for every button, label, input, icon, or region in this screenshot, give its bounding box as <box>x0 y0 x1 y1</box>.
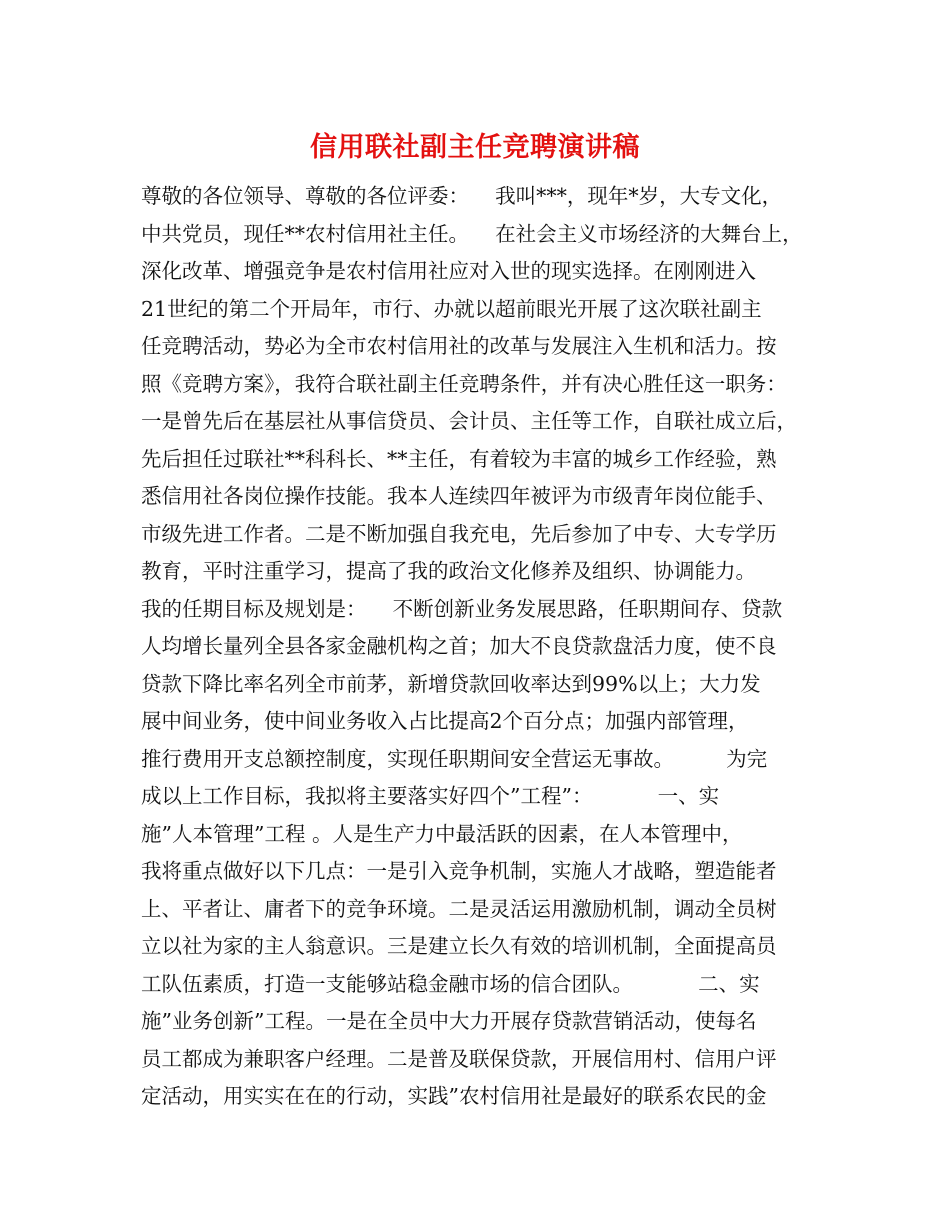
body-line: 市级先进工作者。二是不断加强自我充电，先后参加了中专、大专学历 <box>141 521 777 546</box>
body-line: 上、平者让、庸者下的竞争环境。二是灵活运用激励机制，调动全员树 <box>141 896 777 921</box>
body-line: 工队伍素质，打造一支能够站稳金融市场的信合团队。 二、实 <box>141 971 760 996</box>
body-line: 施”人本管理”工程 。人是生产力中最活跃的因素，在人本管理中， <box>141 821 743 846</box>
document-body <box>141 178 821 1116</box>
body-line: 悉信用社各岗位操作技能。我本人连续四年被评为市级青年岗位能手、 <box>141 484 777 508</box>
body-line: 先后担任过联社**科科长、**主任，有着较为丰富的城乡工作经验，熟 <box>141 446 777 471</box>
body-line: 员工都成为兼职客户经理。二是普及联保贷款，开展信用村、信用户评 <box>141 1046 777 1071</box>
body-line: 21世纪的第二个开局年，市行、办就以超前眼光开展了这次联社副主 <box>141 296 762 321</box>
body-line: 展中间业务，使中间业务收入占比提高2个百分点；加强内部管理， <box>141 709 749 733</box>
body-line: 尊敬的各位领导、尊敬的各位评委： 我叫***，现年*岁，大专文化， <box>141 184 783 208</box>
body-line: 教育，平时注重学习，提高了我的政治文化修养及组织、协调能力。 <box>141 559 756 583</box>
body-line: 我的任期目标及规划是： 不断创新业务发展思路，任职期间存、贷款 <box>141 596 783 621</box>
body-line: 中共党员，现任**农村信用社主任。 在社会主义市场经济的大舞台上， <box>141 221 803 246</box>
body-line: 我将重点做好以下几点：一是引入竞争机制，实施人才战略，塑造能者 <box>141 859 777 883</box>
body-line: 贷款下降比率名列全市前茅，新增贷款回收率达到99%以上；大力发 <box>141 671 761 696</box>
body-line: 施”业务创新”工程。一是在全员中大力开展存贷款营销活动，使每名 <box>141 1009 757 1033</box>
body-line: 深化改革、增强竞争是农村信用社应对入世的现实选择。在刚刚进入 <box>141 259 756 283</box>
body-line: 成以上工作目标，我拟将主要落实好四个”工程”： 一、实 <box>141 784 720 808</box>
body-line: 推行费用开支总额控制度，实现任职期间安全营运无事故。 为完 <box>141 746 768 771</box>
body-line: 任竞聘活动，势必为全市农村信用社的改革与发展注入生机和活力。按 <box>141 334 777 358</box>
document-title: 信用联社副主任竞聘演讲稿 <box>310 132 640 163</box>
body-line: 一是曾先后在基层社从事信贷员、会计员、主任等工作，自联社成立后， <box>141 409 797 433</box>
body-line: 人均增长量列全县各家金融机构之首；加大不良贷款盘活力度，使不良 <box>141 634 777 658</box>
body-line: 定活动，用实实在在的行动，实践”农村信用社是最好的联系农民的金 <box>141 1084 767 1108</box>
body-line: 照《竞聘方案》，我符合联社副主任竞聘条件，并有决心胜任这一职务： <box>141 371 787 396</box>
body-line: 立以社为家的主人翁意识。三是建立长久有效的培训机制，全面提高员 <box>141 934 777 958</box>
